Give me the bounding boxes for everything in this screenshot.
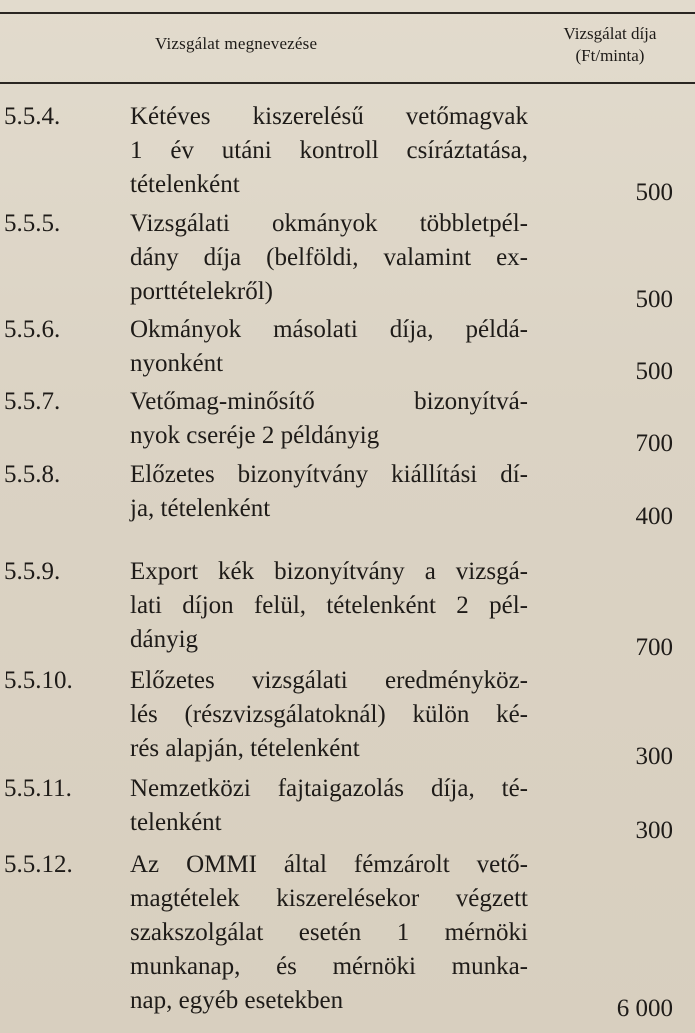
item-description	[130, 100, 528, 202]
description-line: lés (részvizsgálatoknál) külön ké-	[130, 701, 528, 728]
item-description	[130, 772, 528, 840]
item-fee: 500	[635, 286, 673, 313]
item-number: 5.5.4.	[4, 103, 61, 130]
description-line: Nemzetközi fajtaigazolás díja, té-	[130, 775, 528, 802]
column-header-name: Vizsgálat megnevezése	[155, 34, 318, 53]
item-description	[130, 848, 528, 1018]
item-number: 5.5.6.	[4, 316, 61, 343]
description-line: nyok cseréje 2 példányig	[130, 422, 380, 449]
item-number: 5.5.10.	[4, 667, 73, 694]
description-line: Az OMMI által fémzárolt vető-	[130, 851, 528, 878]
description-line: Vizsgálati okmányok többletpél-	[130, 210, 528, 237]
item-number: 5.5.9.	[4, 558, 61, 585]
item-fee: 500	[635, 358, 673, 385]
item-fee: 300	[635, 817, 673, 844]
description-line: Vetőmag-minősítő bizonyítvá-	[130, 388, 528, 415]
description-line: Okmányok másolati díja, példá-	[130, 316, 528, 343]
item-description	[130, 664, 528, 766]
description-line: dányig	[130, 626, 199, 653]
description-line: nap, egyéb esetekben	[130, 987, 344, 1014]
item-fee: 400	[635, 503, 673, 530]
item-description	[130, 458, 528, 526]
description-line: nyonként	[130, 350, 224, 377]
description-line: telenként	[130, 809, 222, 836]
header-bottom-rule	[0, 82, 695, 84]
item-fee: 6 000	[616, 995, 673, 1022]
description-line: porttételekről)	[130, 278, 273, 305]
item-number: 5.5.7.	[4, 388, 61, 415]
description-line: 1 év utáni kontroll csíráztatása,	[130, 137, 528, 164]
item-number: 5.5.12.	[4, 851, 73, 878]
description-line: Előzetes vizsgálati eredményköz-	[130, 667, 528, 694]
item-number: 5.5.11.	[4, 775, 72, 802]
item-fee: 300	[635, 743, 673, 770]
description-line: Export kék bizonyítvány a vizsgá-	[130, 558, 528, 585]
column-header-fee-line1: Vizsgálat díja	[563, 24, 657, 43]
item-fee: 700	[635, 634, 673, 661]
description-line: szakszolgálat esetén 1 mérnöki	[130, 919, 528, 946]
description-line: magtételek kiszerelésekor végzett	[130, 885, 528, 912]
item-number: 5.5.8.	[4, 461, 61, 488]
description-line: rés alapján, tételenként	[130, 735, 360, 762]
column-header-fee	[535, 23, 685, 67]
item-description	[130, 555, 528, 657]
column-header-fee-line2: (Ft/minta)	[575, 46, 645, 65]
item-description	[130, 313, 528, 381]
description-line: Előzetes bizonyítvány kiállítási dí-	[130, 461, 528, 488]
description-line: munkanap, és mérnöki munka-	[130, 953, 528, 980]
item-description	[130, 385, 528, 453]
item-fee: 500	[635, 179, 673, 206]
description-line: dány díja (belföldi, valamint ex-	[130, 244, 528, 271]
description-line: ja, tételenként	[130, 495, 271, 522]
description-line: lati díjon felül, tételenként 2 pél-	[130, 592, 528, 619]
header-top-rule	[0, 12, 695, 14]
item-description	[130, 207, 528, 309]
description-line: Kétéves kiszerelésű vetőmagvak	[130, 103, 528, 130]
item-fee: 700	[635, 430, 673, 457]
item-number: 5.5.5.	[4, 210, 61, 237]
description-line: tételenként	[130, 171, 240, 198]
